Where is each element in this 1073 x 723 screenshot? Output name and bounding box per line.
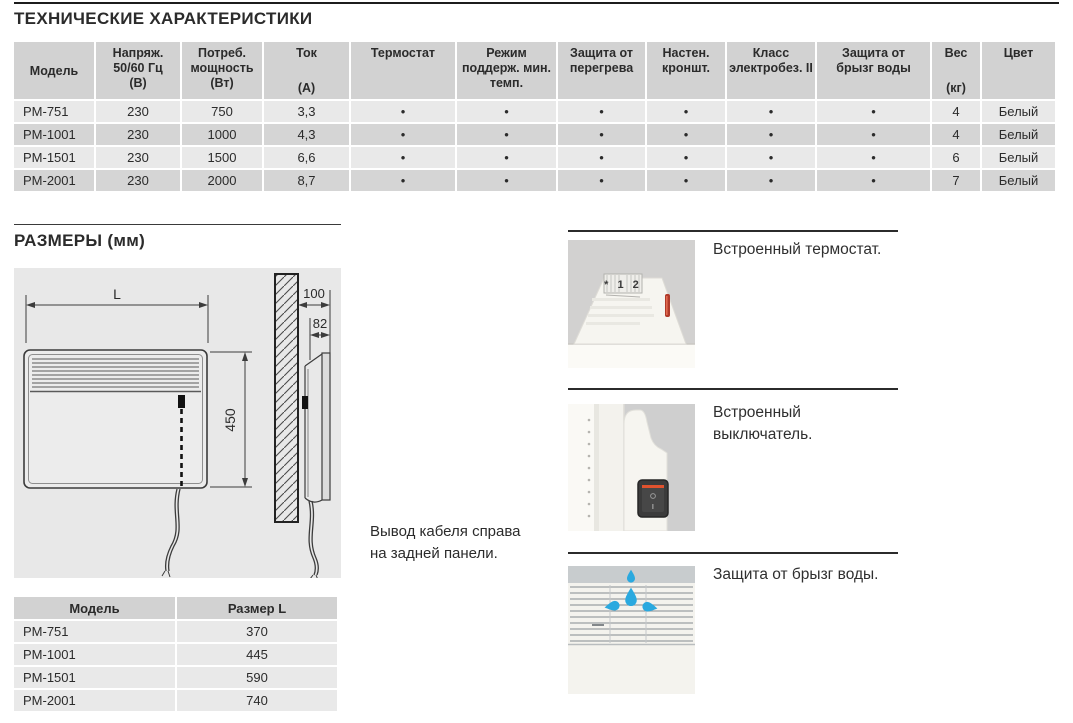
- spec-cell: Белый: [982, 147, 1055, 168]
- spec-cell: 230: [96, 170, 180, 191]
- spec-col-header: Ток (А): [264, 42, 349, 99]
- size-table: [12, 595, 339, 713]
- page-title: ТЕХНИЧЕСКИЕ ХАРАКТЕРИСТИКИ: [14, 9, 313, 28]
- spec-cell: 8,7: [264, 170, 349, 191]
- feature-caption-thermostat: [713, 239, 881, 261]
- spec-cell: •: [647, 124, 725, 145]
- spec-cell: •: [817, 101, 930, 122]
- feature-divider-3: [568, 552, 898, 554]
- spec-cell: •: [727, 170, 815, 191]
- sizes-title: РАЗМЕРЫ (мм): [14, 231, 146, 250]
- cable-note-line1: Вывод кабеля справа: [370, 523, 521, 540]
- spec-row: [14, 124, 1055, 145]
- spec-cell: •: [647, 147, 725, 168]
- spec-cell: Белый: [982, 101, 1055, 122]
- size-cell-model: PM-1501: [14, 667, 175, 688]
- spec-col-header: Класс электробез. II: [727, 42, 815, 99]
- spec-cell: •: [351, 101, 455, 122]
- spec-cell-model: PM-751: [14, 101, 94, 122]
- size-cell-value: 590: [177, 667, 337, 688]
- size-cell-model: PM-2001: [14, 690, 175, 711]
- dim-label-height: 450: [222, 408, 238, 432]
- spec-col-header: Модель: [14, 42, 94, 99]
- top-divider: [14, 2, 1059, 4]
- feature-divider-1: [568, 230, 898, 232]
- spec-cell: 7: [932, 170, 980, 191]
- spec-cell-model: PM-1001: [14, 124, 94, 145]
- spec-col-header: Режим поддерж. мин. темп.: [457, 42, 556, 99]
- spec-cell: •: [457, 101, 556, 122]
- spec-col-header: Потреб. мощность (Вт): [182, 42, 262, 99]
- size-row: [14, 644, 337, 665]
- spec-col-header: Термостат: [351, 42, 455, 99]
- spec-cell: •: [727, 101, 815, 122]
- size-col-header: Размер L: [177, 597, 337, 619]
- size-cell-value: 445: [177, 644, 337, 665]
- spec-cell: Белый: [982, 124, 1055, 145]
- spec-col-header: Цвет: [982, 42, 1055, 99]
- feature-caption-line: Защита от брызг воды.: [713, 566, 879, 583]
- size-cell-value: 370: [177, 621, 337, 642]
- spec-cell: 1000: [182, 124, 262, 145]
- cable-note-line2: на задней панели.: [370, 545, 498, 562]
- size-cell-model: PM-751: [14, 621, 175, 642]
- spec-cell: •: [647, 170, 725, 191]
- size-row: [14, 621, 337, 642]
- feature-caption-line: Встроенный: [713, 404, 801, 421]
- spec-cell: 750: [182, 101, 262, 122]
- spec-col-header: Настен. кроншт.: [647, 42, 725, 99]
- spec-col-header: Вес (кг): [932, 42, 980, 99]
- spec-cell: 2000: [182, 170, 262, 191]
- spec-cell: 1500: [182, 147, 262, 168]
- front-view-drawing: [26, 295, 208, 343]
- spec-cell-model: PM-1501: [14, 147, 94, 168]
- size-cell-model: PM-1001: [14, 644, 175, 665]
- spec-cell: •: [351, 147, 455, 168]
- spec-cell: 230: [96, 124, 180, 145]
- spec-cell: 230: [96, 101, 180, 122]
- spec-cell: •: [817, 124, 930, 145]
- spec-cell: Белый: [982, 170, 1055, 191]
- spec-cell: •: [817, 170, 930, 191]
- size-header-row: [14, 597, 337, 619]
- size-row: [14, 690, 337, 711]
- dim-label-depth: 100: [303, 286, 325, 301]
- spec-cell: •: [351, 124, 455, 145]
- spec-cell: 3,3: [264, 101, 349, 122]
- spec-cell-model: PM-2001: [14, 170, 94, 191]
- size-row: [14, 667, 337, 688]
- spec-cell: •: [457, 170, 556, 191]
- spec-cell: •: [351, 170, 455, 191]
- size-cell-value: 740: [177, 690, 337, 711]
- spec-col-header: Защита от брызг воды: [817, 42, 930, 99]
- spec-row: [14, 170, 1055, 191]
- cable-note: [370, 521, 521, 565]
- sizes-divider: [14, 224, 341, 225]
- thermostat-photo: [568, 240, 695, 368]
- spec-cell: 6,6: [264, 147, 349, 168]
- switch-photo: [568, 404, 695, 531]
- spec-cell: •: [558, 170, 645, 191]
- thermostat-dial-marks: * 1 2: [604, 279, 642, 291]
- spec-col-header: Напряж. 50/60 Гц (В): [96, 42, 180, 99]
- spec-cell: •: [558, 124, 645, 145]
- feature-caption-splash: [713, 564, 878, 586]
- spec-cell: •: [457, 147, 556, 168]
- spec-table: [12, 40, 1057, 193]
- spec-cell: •: [727, 147, 815, 168]
- wall-section: [275, 274, 298, 522]
- feature-caption-line: Встроенный термостат.: [713, 241, 882, 258]
- spec-cell: •: [727, 124, 815, 145]
- dimensions-drawing: [14, 268, 341, 578]
- spec-cell: 230: [96, 147, 180, 168]
- spec-cell: 6: [932, 147, 980, 168]
- splash-photo: [568, 566, 695, 694]
- spec-cell: •: [558, 147, 645, 168]
- dim-label-inner-depth: 82: [312, 316, 328, 331]
- spec-cell: •: [817, 147, 930, 168]
- spec-cell: 4: [932, 124, 980, 145]
- dim-label-L: L: [113, 286, 121, 302]
- spec-header-row: [14, 42, 1055, 99]
- spec-row: [14, 147, 1055, 168]
- spec-cell: •: [558, 101, 645, 122]
- spec-cell: 4: [932, 101, 980, 122]
- feature-divider-2: [568, 388, 898, 390]
- spec-col-header: Защита от перегрева: [558, 42, 645, 99]
- spec-cell: •: [647, 101, 725, 122]
- spec-cell: •: [457, 124, 556, 145]
- feature-caption-switch: [713, 402, 812, 446]
- feature-caption-line: выключатель.: [713, 426, 813, 443]
- spec-cell: 4,3: [264, 124, 349, 145]
- size-col-header: Модель: [14, 597, 175, 619]
- spec-row: [14, 101, 1055, 122]
